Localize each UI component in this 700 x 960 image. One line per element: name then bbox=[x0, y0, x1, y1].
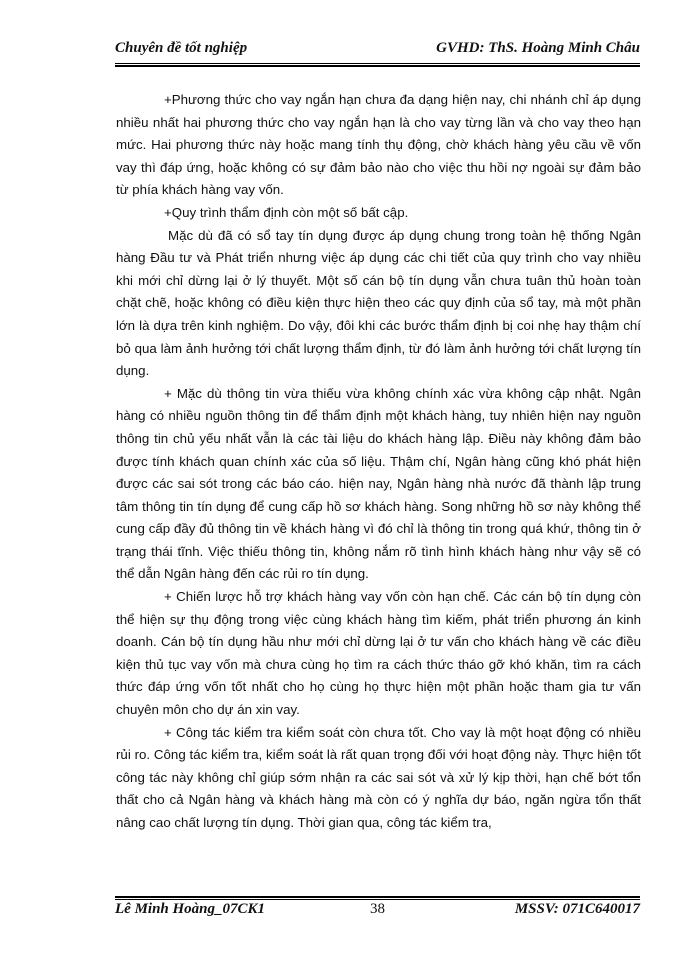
page-footer bbox=[115, 901, 640, 923]
paragraph-lending-methods: +Phương thức cho vay ngắn hạn chưa đa dạng hiện nay, chi nhánh chỉ áp dụng nhiều nhất hai phương thức cho vay ngắn hạn là cho vay từng lần và cho vay theo hạn mức. Hai phương thức này hoặc mang tính thụ động, chờ khách hàng yêu cầu về vốn vay thì đáp ứng, hoặc không có sự đảm bảo nào cho việc thu hồi nợ ngoài sự đảm bảo từ phía khách hàng vay vốn. bbox=[116, 92, 641, 198]
footer-divider bbox=[115, 896, 640, 900]
paragraph-information: + Mặc dù thông tin vừa thiếu vừa không chính xác vừa không cập nhật. Ngân hàng có nhiều nguồn thông tin để thẩm định một khách hàng, tuy nhiên hiện nay nguồn thông tin chủ yếu nhất vẫn là các tài liệu do khách hàng lập. Điều này không đảm bảo được tính khách quan chính xác của số liệu. Thậm chí, Ngân hàng cũng khó phát hiện được các sai sót trong các báo cáo. hiện nay, Ngân hàng nhà nước đã thành lập trung tâm thông tin tín dụng để cung cấp hồ sơ khách hàng. Song những hồ sơ này không thể cung cấp đầy đủ thông tin về khách hàng vì đó chỉ là thông tin trong quá khứ, thông tin ở trạng thái tĩnh. Việc thiếu thông tin, không nắm rõ tình hình khách hàng như vậy sẽ có thể dẫn Ngân hàng đến các rủi ro tín dụng. bbox=[116, 385, 641, 582]
header-title: Chuyên đề tốt nghiệp bbox=[115, 40, 248, 56]
header-advisor: GVHD: ThS. Hoàng Minh Châu bbox=[436, 40, 640, 56]
paragraph-appraisal-heading: +Quy trình thẩm định còn một số bất cập. bbox=[164, 204, 409, 220]
document-body bbox=[116, 89, 641, 835]
paragraph-support-strategy: + Chiến lược hỗ trợ khách hàng vay vốn còn hạn chế. Các cán bộ tín dụng còn thể hiện sự thụ động trong việc cùng khách hàng tìm kiếm, phát triển phương án kinh doanh. Cán bộ tín dụng hầu như mới chỉ dừng lại ở tư vấn cho khách hàng về các điều kiện thủ tục vay vốn mà chưa cùng họ tìm ra cách thức tháo gỡ khó khăn, tìm ra cách thức đáp ứng vốn tốt nhất cho họ cùng họ thực hiện một phần hoặc tham gia tư vấn chuyên môn cho dự án xin vay. bbox=[116, 589, 641, 718]
page-header bbox=[115, 38, 640, 62]
paragraph-inspection: + Công tác kiểm tra kiểm soát còn chưa tốt. Cho vay là một hoạt động có nhiều rủi ro. Công tác kiểm tra, kiểm soát là rất quan trọng đối với hoạt động này. Thực hiện tốt công tác này không chỉ giúp sớm nhận ra các sai sót và xử lý kịp thời, hạn chế bớt tổn thất cho cả Ngân hàng và khách hàng mà còn có ý nghĩa dự báo, ngăn ngừa tổn thất nâng cao chất lượng tín dụng. Thời gian qua, công tác kiểm tra, bbox=[116, 724, 641, 830]
footer-student-id: MSSV: 071C640017 bbox=[514, 901, 640, 917]
page-number: 38 bbox=[370, 901, 385, 917]
header-divider bbox=[115, 63, 640, 67]
paragraph-appraisal-process: Mặc dù đã có sổ tay tín dụng được áp dụng chung trong toàn hệ thống Ngân hàng Đầu tư và Phát triển nhưng việc áp dụng các chi tiết của quy trình cho vay nhiều khi mới chỉ dừng lại ở lý thuyết. Một số cán bộ tín dụng vẫn chưa tuân thủ hoàn toàn chặt chẽ, hoặc không có điều kiện thực hiện theo các quy định của sổ tay, mà một phần lớn là dựa trên kinh nghiệm. Do vậy, đôi khi các bước thẩm định bị coi nhẹ hay thậm chí bỏ qua làm ảnh hưởng tới chất lượng thẩm định, từ đó làm ảnh hưởng tới chất lượng tín dụng. bbox=[116, 227, 641, 379]
footer-author: Lê Minh Hoàng_07CK1 bbox=[115, 901, 266, 917]
